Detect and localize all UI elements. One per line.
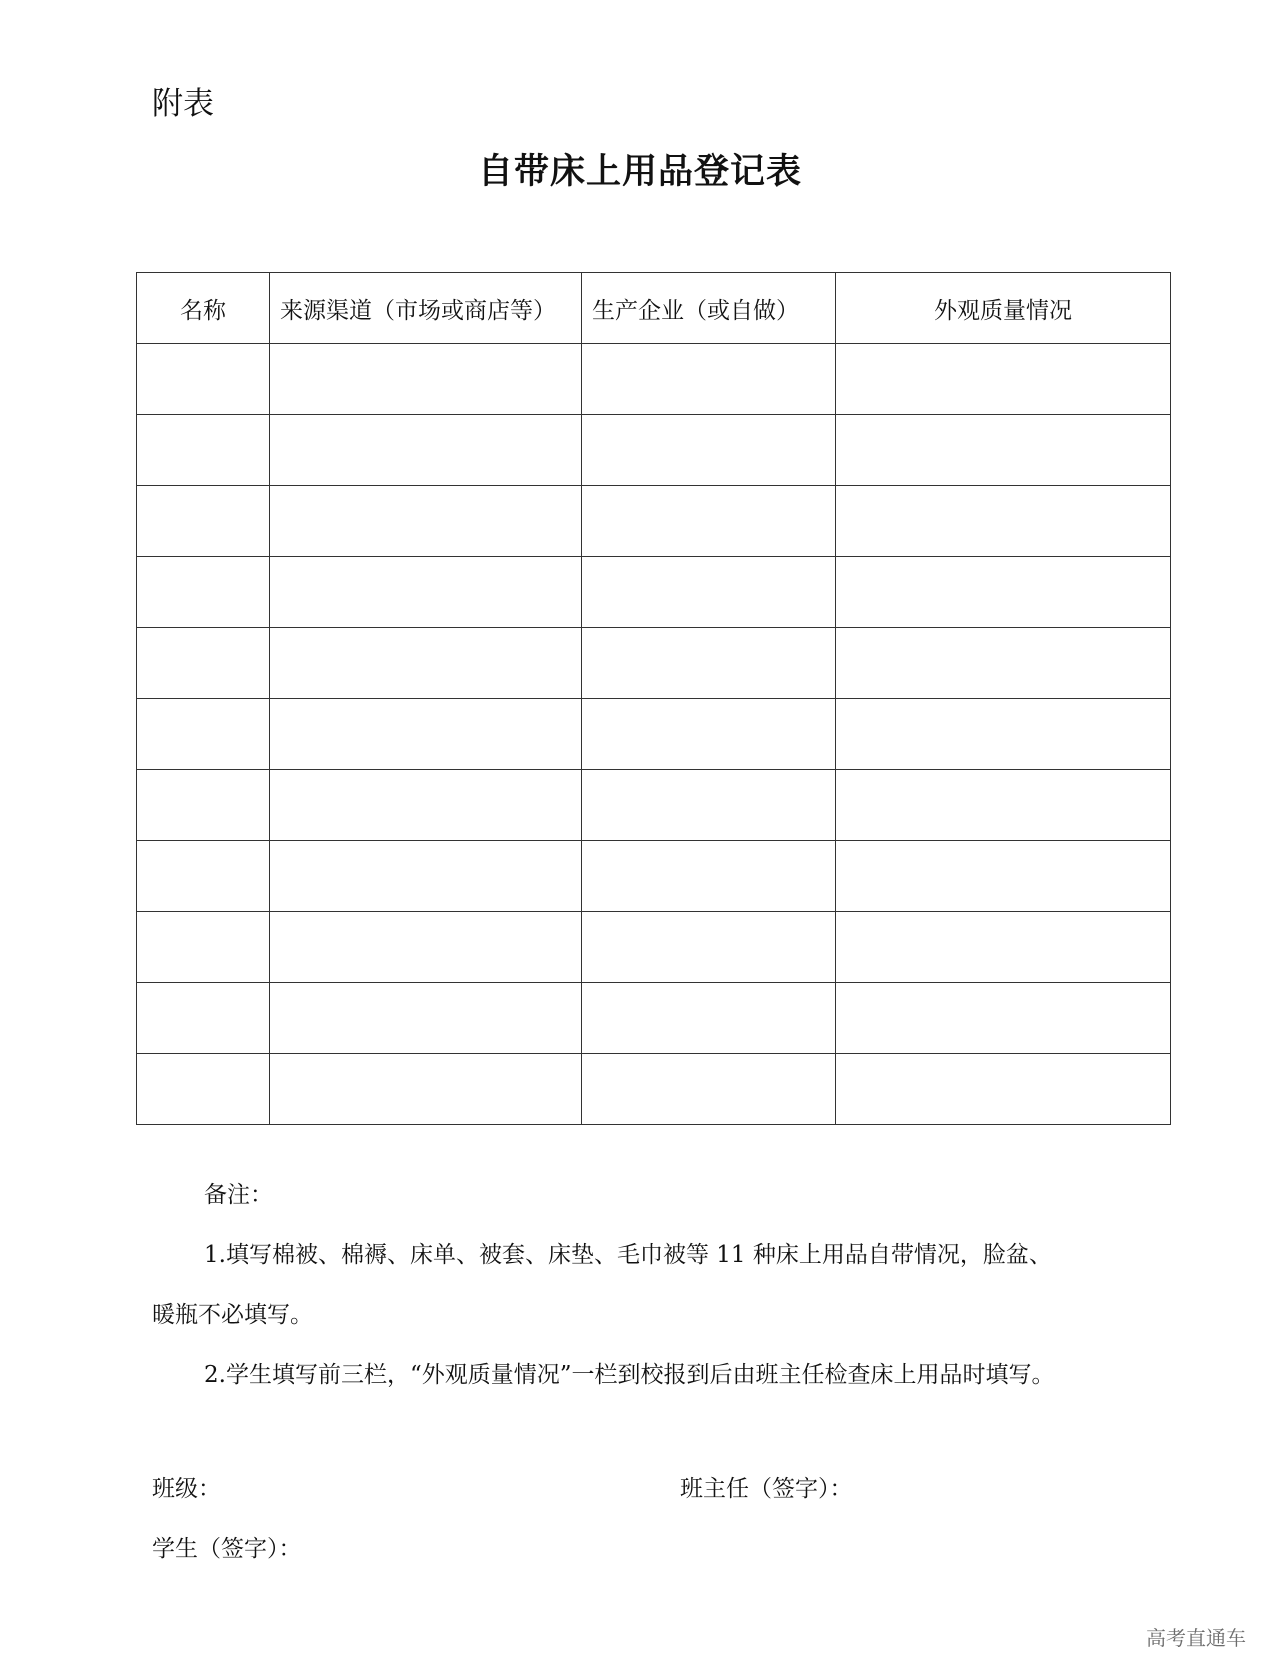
table-cell[interactable] [270,1054,582,1125]
table-cell[interactable] [836,699,1171,770]
table-cell[interactable] [270,983,582,1054]
table-cell[interactable] [836,557,1171,628]
note-item-2: 2.学生填写前三栏，“外观质量情况”一栏到校报到后由班主任检查床上用品时填写。 [204,1362,1055,1388]
table-cell[interactable] [137,1054,270,1125]
table-cell[interactable] [137,486,270,557]
table-cell[interactable] [582,1054,836,1125]
table-cell[interactable] [582,486,836,557]
table-row [137,628,1171,699]
table-cell[interactable] [137,415,270,486]
student-signature-label: 学生（签字）： [152,1536,302,1562]
table-row [137,770,1171,841]
table-cell[interactable] [137,557,270,628]
header-name: 名称 [137,273,270,344]
table-row [137,557,1171,628]
table-row [137,699,1171,770]
table-cell[interactable] [270,557,582,628]
table-cell[interactable] [270,699,582,770]
table-row [137,841,1171,912]
table-cell[interactable] [582,699,836,770]
table-cell[interactable] [836,983,1171,1054]
table-row [137,415,1171,486]
table-cell[interactable] [270,628,582,699]
document-title: 自带床上用品登记表 [477,152,802,192]
table-row [137,1054,1171,1125]
header-source-channel: 来源渠道（市场或商店等） [270,273,582,344]
table-cell[interactable] [582,557,836,628]
table-cell[interactable] [137,841,270,912]
table-cell[interactable] [836,628,1171,699]
table-cell[interactable] [582,415,836,486]
table-cell[interactable] [270,486,582,557]
note-item-1-continuation: 暖瓶不必填写。 [152,1302,313,1328]
watermark: 高考直通车 [1146,1626,1246,1650]
table-row [137,983,1171,1054]
table-row [137,912,1171,983]
table-cell[interactable] [836,486,1171,557]
table-row [137,344,1171,415]
registration-table [136,272,1171,1125]
table-cell[interactable] [270,841,582,912]
table-cell[interactable] [582,983,836,1054]
header-manufacturer: 生产企业（或自做） [582,273,836,344]
table-cell[interactable] [836,344,1171,415]
table-cell[interactable] [137,983,270,1054]
table-cell[interactable] [270,770,582,841]
notes-heading: 备注： [204,1182,273,1208]
table-cell[interactable] [270,415,582,486]
table-cell[interactable] [582,628,836,699]
attachment-label: 附表 [152,86,214,122]
table-cell[interactable] [836,1054,1171,1125]
table-cell[interactable] [582,841,836,912]
table-row [137,486,1171,557]
table-cell[interactable] [137,628,270,699]
table-cell[interactable] [137,344,270,415]
table-cell[interactable] [582,912,836,983]
header-appearance-quality: 外观质量情况 [836,273,1171,344]
table-header-row [137,273,1171,344]
table-cell[interactable] [137,699,270,770]
table-cell[interactable] [836,912,1171,983]
table-cell[interactable] [836,770,1171,841]
table-cell[interactable] [836,841,1171,912]
class-field-label: 班级： [152,1476,221,1502]
table-cell[interactable] [270,344,582,415]
table-cell[interactable] [270,912,582,983]
note-item-1: 1.填写棉被、棉褥、床单、被套、床垫、毛巾被等 11 种床上用品自带情况，脸盆、 [204,1242,1052,1268]
table-cell[interactable] [582,344,836,415]
table-cell[interactable] [582,770,836,841]
table-cell[interactable] [836,415,1171,486]
table-cell[interactable] [137,912,270,983]
table-body [137,344,1171,1125]
table-cell[interactable] [137,770,270,841]
head-teacher-signature-label: 班主任（签字）： [680,1476,853,1502]
notes-section [152,1165,1142,1405]
